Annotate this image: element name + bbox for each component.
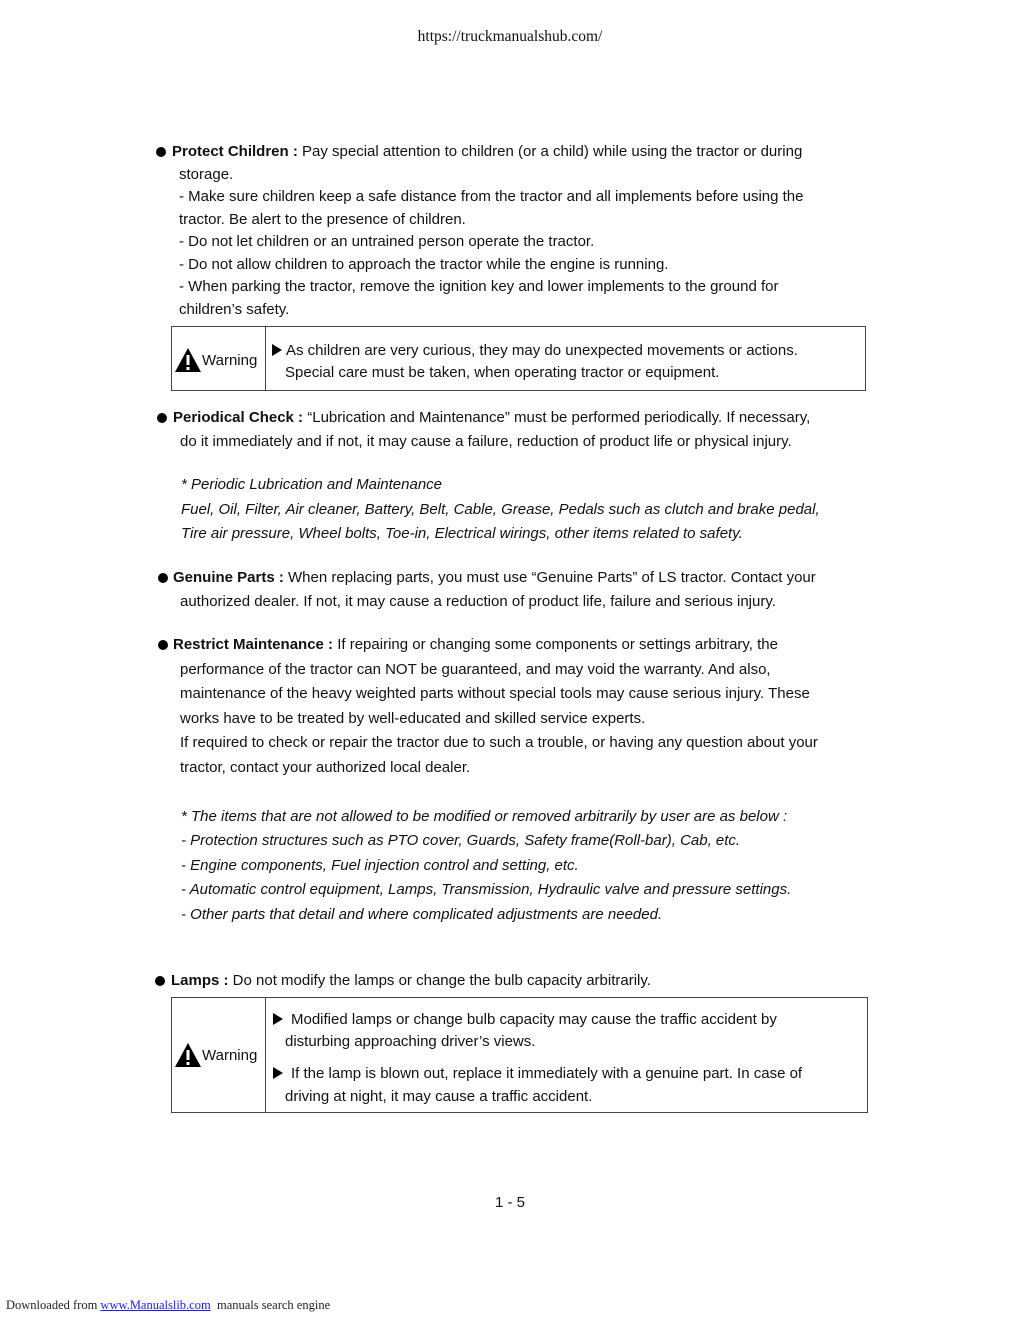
protect-children-line-1 [172, 142, 802, 162]
restrict-title: Restrict Maintenance : [173, 636, 334, 653]
warning-label-cell [172, 998, 266, 1112]
periodical-note-2: Fuel, Oil, Filter, Air cleaner, Battery, Belt, Cable, Grease, Pedals such as clutch and brake pedal, [181, 501, 820, 518]
bullet [158, 640, 168, 650]
protect-children-line-4: tractor. Be alert to the presence of children. [179, 211, 466, 228]
page-number: 1 - 5 [494, 1194, 525, 1211]
lamps-text: Do not modify the lamps or change the bulb capacity arbitrarily. [228, 972, 651, 989]
protect-children-line-6: - Do not allow children to approach the tractor while the engine is running. [179, 256, 669, 273]
footer [6, 1298, 330, 1313]
restrict-line-4: works have to be treated by well-educated and skilled service experts. [180, 710, 646, 727]
genuine-title: Genuine Parts : [173, 569, 284, 586]
restrict-note-4: - Automatic control equipment, Lamps, Transmission, Hydraulic valve and pressure settings. [181, 881, 792, 898]
warning-box-lamps [171, 997, 868, 1113]
warning-lamps-text-2: If the lamp is blown out, replace it immediately with a genuine part. In case of [291, 1065, 803, 1082]
warning-lamps-item-1-line-2: disturbing approaching driver’s views. [285, 1033, 536, 1050]
restrict-line-6: tractor, contact your authorized local dealer. [180, 759, 471, 776]
warning-label [174, 347, 257, 373]
periodical-note-3: Tire air pressure, Wheel bolts, Toe-in, Electrical wirings, other items related to safety. [181, 525, 743, 542]
bullet [157, 413, 167, 423]
periodical-title: Periodical Check : [173, 409, 304, 426]
manualslib-link[interactable]: www.Manualslib.com [100, 1298, 211, 1312]
periodical-note-1: * Periodic Lubrication and Maintenance [181, 476, 442, 493]
restrict-text: If repairing or changing some components or settings arbitrary, the [333, 636, 778, 653]
warning-children-line-1 [272, 341, 798, 361]
restrict-line-1 [173, 635, 778, 655]
genuine-line-2: authorized dealer. If not, it may cause a reduction of product life, failure and serious injury. [180, 593, 776, 610]
protect-children-line-8: children’s safety. [179, 301, 290, 318]
bullet [155, 976, 165, 986]
restrict-line-3: maintenance of the heavy weighted parts without special tools may cause serious injury. These [180, 685, 810, 702]
footer-prefix: Downloaded from [6, 1298, 101, 1312]
arrow-right-icon [272, 344, 282, 356]
restrict-line-5: If required to check or repair the tractor due to such a trouble, or having any question about your [180, 734, 818, 751]
protect-children-line-2: storage. [179, 166, 234, 183]
bullet [158, 573, 168, 583]
periodical-line-2: do it immediately and if not, it may cause a failure, reduction of product life or physical injury. [180, 433, 792, 450]
warning-label [174, 1042, 257, 1068]
protect-children-line-7: - When parking the tractor, remove the ignition key and lower implements to the ground for [179, 278, 779, 295]
arrow-right-icon [273, 1013, 283, 1025]
periodical-text: “Lubrication and Maintenance” must be performed periodically. If necessary, [303, 409, 811, 426]
periodical-line-1 [173, 408, 810, 428]
warning-triangle-icon [174, 1042, 202, 1068]
warning-lamps-text-1: Modified lamps or change bulb capacity may cause the traffic accident by [291, 1011, 777, 1028]
warning-triangle-icon [174, 347, 202, 373]
footer-suffix: manuals search engine [210, 1298, 331, 1312]
protect-children-text: Pay special attention to children (or a child) while using the tractor or during [297, 143, 803, 160]
protect-children-line-3: - Make sure children keep a safe distance from the tractor and all implements before using the [179, 188, 804, 205]
restrict-note-3: - Engine components, Fuel injection control and setting, etc. [181, 857, 579, 874]
warning-lamps-item-1-line-1 [273, 1010, 777, 1030]
lamps-line-1 [171, 971, 651, 991]
genuine-line-1 [173, 568, 816, 588]
restrict-line-2: performance of the tractor can NOT be guaranteed, and may void the warranty. And also, [180, 661, 771, 678]
restrict-note-2: - Protection structures such as PTO cover, Guards, Safety frame(Roll-bar), Cab, etc. [181, 832, 741, 849]
genuine-text: When replacing parts, you must use “Genuine Parts” of LS tractor. Contact your [283, 569, 816, 586]
restrict-note-5: - Other parts that detail and where complicated adjustments are needed. [181, 906, 663, 923]
bullet [156, 147, 166, 157]
warning-box-children [171, 326, 866, 391]
restrict-note-1: * The items that are not allowed to be modified or removed arbitrarily by user are as below : [181, 808, 788, 825]
warning-text: Warning [202, 351, 258, 369]
header-url: https://truckmanualshub.com/ [417, 28, 603, 45]
warning-children-text-1: As children are very curious, they may do unexpected movements or actions. [286, 342, 798, 359]
lamps-title: Lamps : [171, 972, 229, 989]
protect-children-title: Protect Children : [172, 143, 298, 160]
protect-children-line-5: - Do not let children or an untrained person operate the tractor. [179, 233, 595, 250]
warning-lamps-item-2-line-2: driving at night, it may cause a traffic accident. [285, 1088, 593, 1105]
warning-lamps-item-2-line-1 [273, 1064, 802, 1084]
arrow-right-icon [273, 1067, 283, 1079]
warning-text: Warning [202, 1046, 258, 1064]
warning-children-line-2: Special care must be taken, when operating tractor or equipment. [285, 364, 720, 381]
warning-label-cell [172, 327, 266, 390]
